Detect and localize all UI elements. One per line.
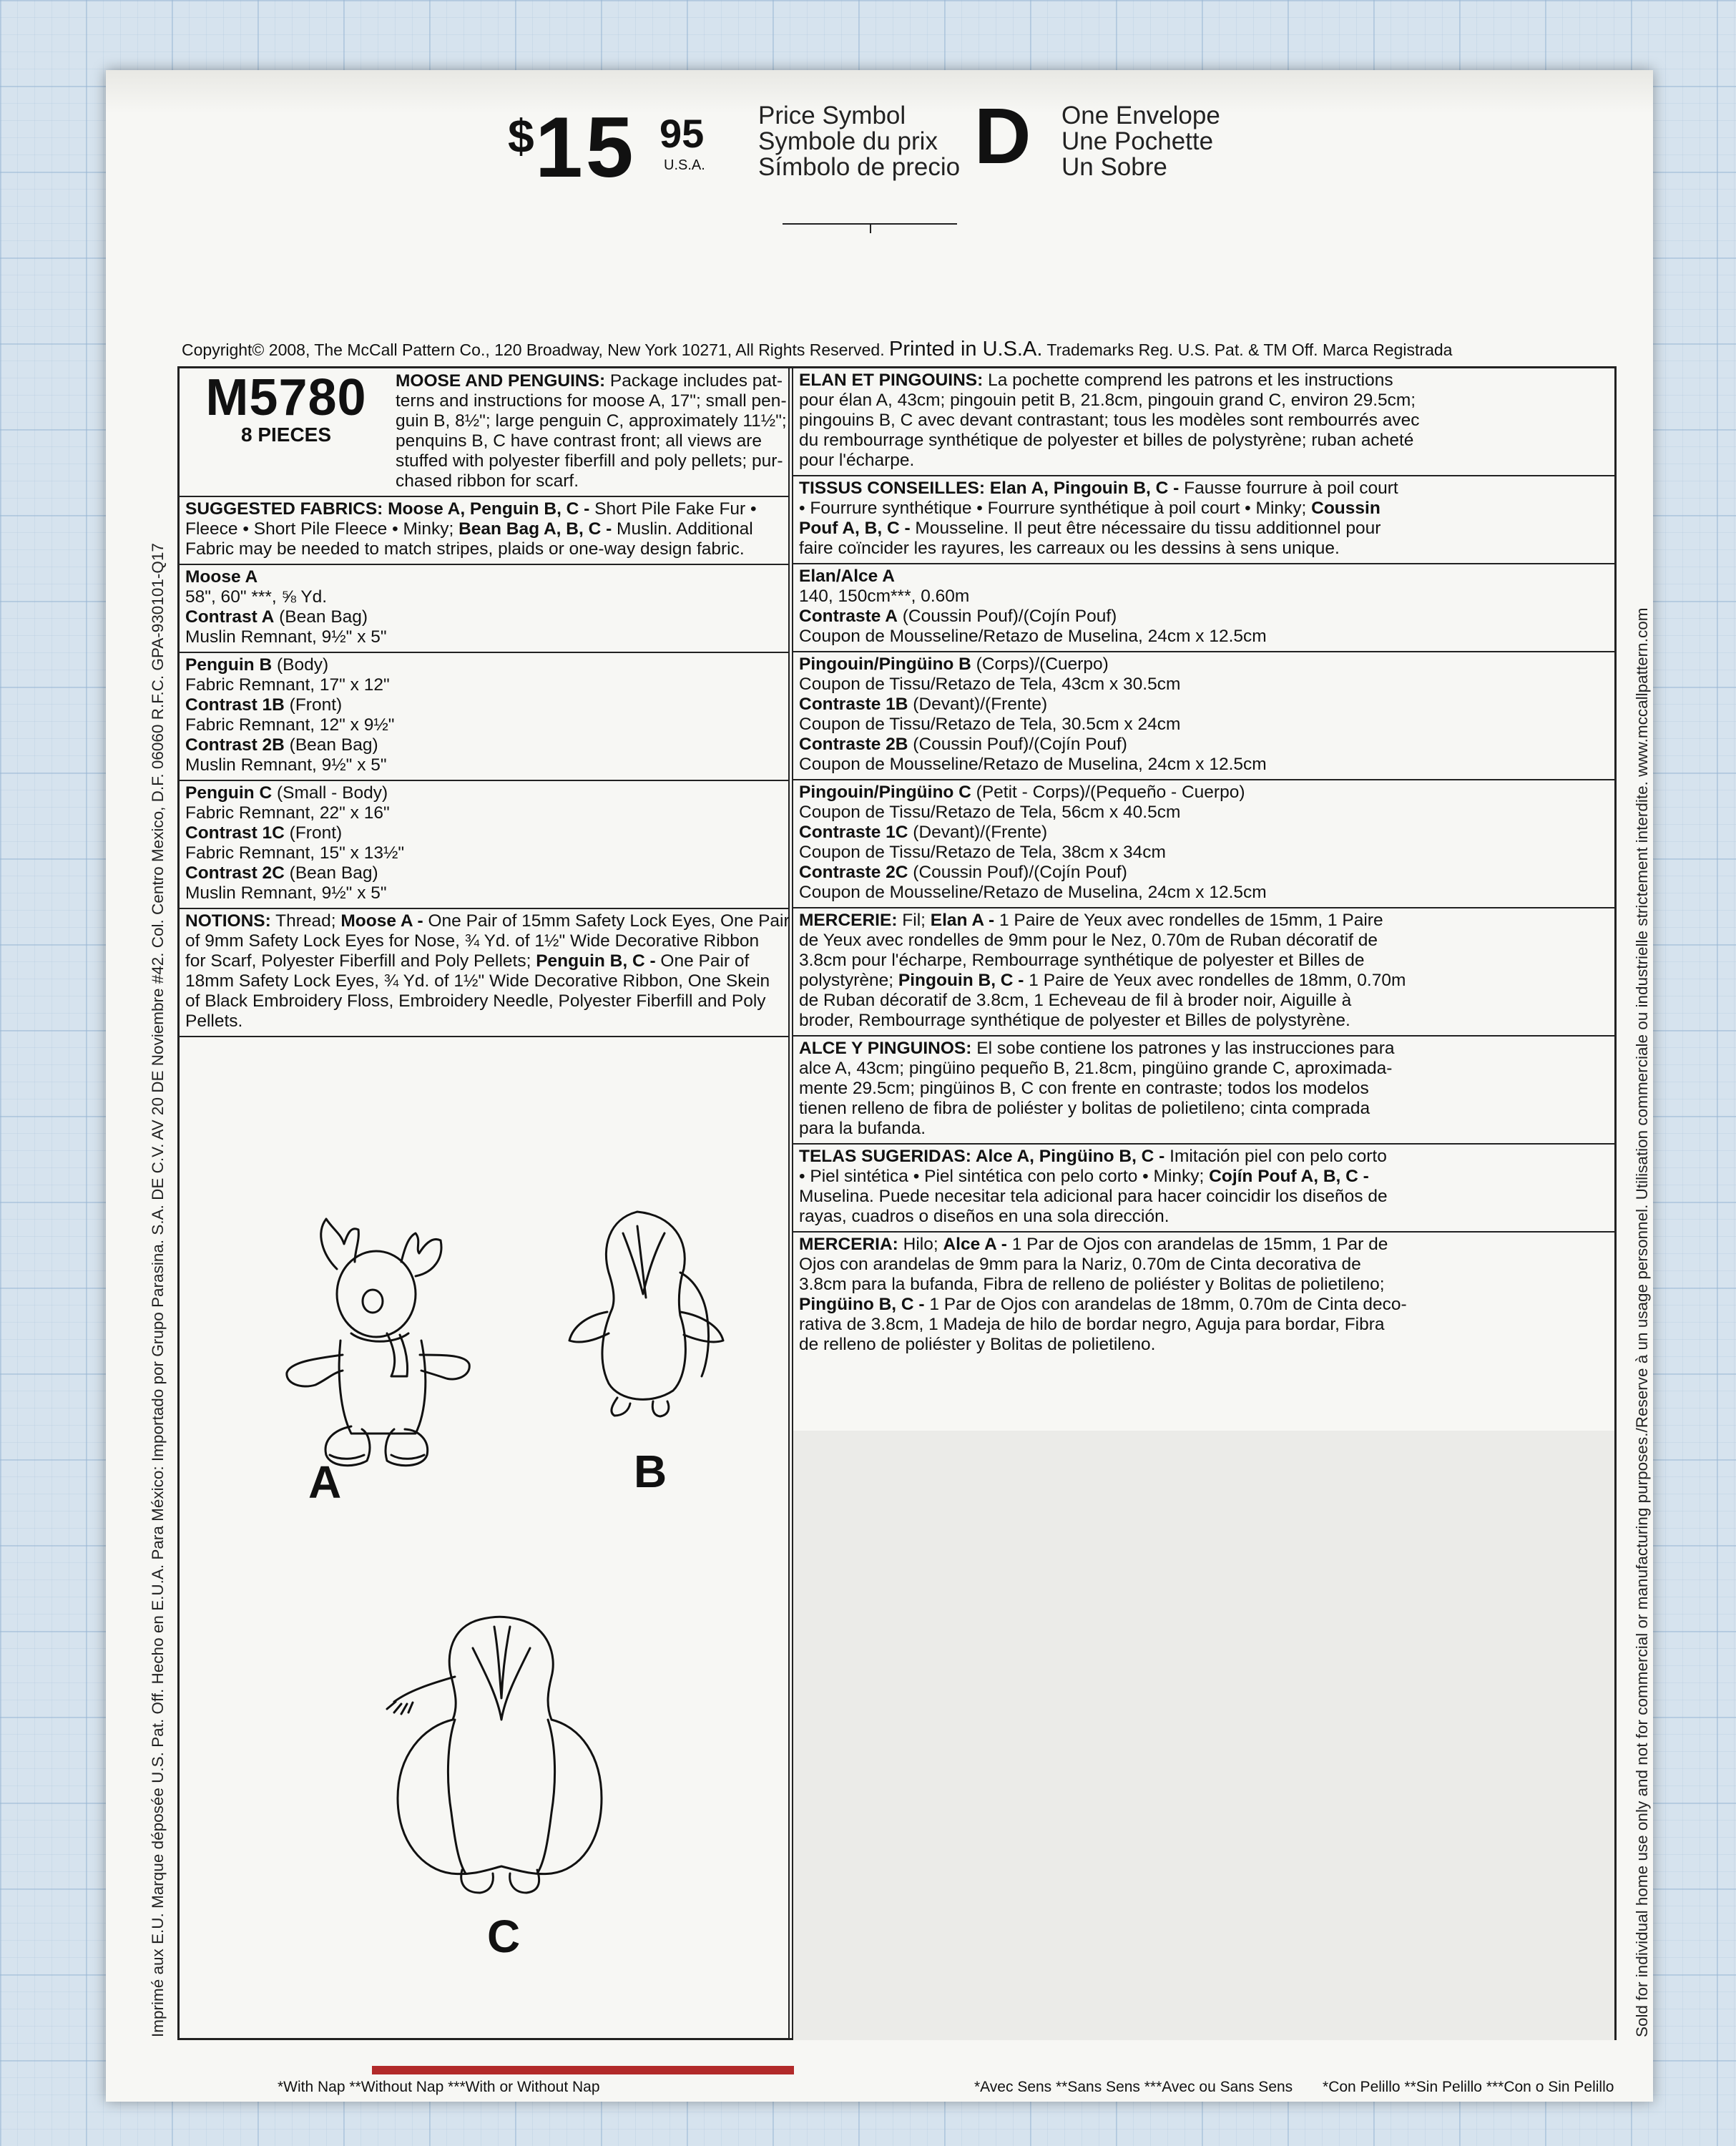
yardage-text: 58", 60" ***, ⅝ Yd. [185,587,328,607]
price-symbol-en: Price Symbol [758,102,906,129]
es-notions-line: 1 Par de Ojos con arandelas de 18mm, 0.70m de Cinta deco- [924,1295,1407,1314]
yardage-text: (Coussin Pouf)/(Cojín Pouf) [908,735,1127,754]
notions-penguin: Penguin B, C - [536,951,656,971]
fold-mark-tick [870,223,871,233]
yardage-text: (Coussin Pouf)/(Cojín Pouf) [897,607,1117,626]
yardage-text: 140, 150cm***, 0.60m [799,587,970,606]
side-legal-text-left: Imprimé aux E.U. Marque déposée U.S. Pat. Off. Hecho en E.U.A. Para México: Importado por Grupo Parasina. S.A. DE C.V. AV 20 DE Noviembre #42. Col. Centro Mexico, D.F. 06060 R.F.C. GPA-930101-Q17 [149,543,167,2037]
yardage-label: Contraste A [799,607,898,626]
envelope-es: Un Sobre [1061,153,1167,181]
notions-line: One Pair of [655,951,750,971]
desc-title: MOOSE AND PENGUINS: [396,371,606,391]
fr-fabrics-pouf: Pouf A, B, C - [799,519,911,538]
yardage-text: Coupon de Mousseline/Retazo de Muselina, 24cm x 12.5cm [799,755,1267,774]
envelope-labels [1061,103,1220,180]
yardage-label: Moose A [185,567,258,587]
es-notions-title: MERCERIA: [799,1235,898,1254]
fabrics-line: Muslin. Additional [612,519,753,539]
fr-desc-line: La pochette comprend les patrons et les instructions [983,371,1393,390]
notions-title: NOTIONS: [185,911,271,931]
es-fabrics-title: TELAS SUGERIDAS: Alce A, Pingüino B, C - [799,1147,1165,1166]
pattern-header [180,368,788,497]
yardage-label: Elan/Alce A [799,567,895,586]
fr-desc-line: pour l'écharpe. [799,451,915,470]
yardage-pingouin-c [793,780,1614,908]
fabrics-line: Short Pile Fake Fur • [589,499,757,519]
yardage-text: (Front) [284,823,343,843]
fabrics-title: SUGGESTED FABRICS: Moose A, Penguin B, C - [185,499,590,519]
fr-desc-line: pingouins B, C avec devant contrastant; tous les modèles sont rembourrés avec [799,411,1420,430]
envelope-en: One Envelope [1061,102,1220,129]
view-c-label: C [487,1911,521,1962]
trademarks-text: Trademarks Reg. U.S. Pat. & TM Off. Marca Registrada [1046,340,1453,359]
copyright-line [182,338,1576,361]
es-desc-line: El sobe contiene los patrones y las instrucciones para [971,1039,1395,1058]
footnote-english: *With Nap **Without Nap ***With or Without Nap [278,2079,600,2095]
french-spanish-column [793,368,1614,1359]
pattern-pieces: 8 PIECES [240,423,332,446]
desc-line: penquins B, C have contrast front; all views are [396,431,762,451]
yardage-label: Contraste 1C [799,823,908,842]
fr-fabrics-line: • Fourrure synthétique • Fourrure synthétique à poil court • Minky; [799,499,1312,518]
yardage-text: Coupon de Tissu/Retazo de Tela, 38cm x 34cm [799,843,1166,862]
yardage-text: (Devant)/(Frente) [908,823,1048,842]
yardage-text: (Petit - Corps)/(Pequeño - Cuerpo) [971,783,1245,802]
yardage-text: (Bean Bag) [274,607,368,627]
notions-line: of Black Embroidery Floss, Embroidery Needle, Polyester Fiberfill and Poly [185,991,766,1011]
yardage-text: Fabric Remnant, 17" x 12" [185,675,390,695]
notions-line: of 9mm Safety Lock Eyes for Nose, ¾ Yd. of 1½" Wide Decorative Ribbon [185,931,760,951]
fr-notions-line: Fil; [897,911,931,930]
french-notions [793,908,1614,1037]
penguin-b-drawing [569,1212,723,1416]
es-fabrics-line: • Piel sintética • Piel sintética con pelo corto • Minky; [799,1167,1210,1186]
spanish-description [793,1037,1614,1145]
yardage-penguin-c [180,781,788,909]
printed-in: Printed in U.S.A. [889,338,1043,361]
footnote-spanish: *Con Pelillo **Sin Pelillo ***Con o Sin Pelillo [1323,2079,1614,2095]
column-divider [788,366,793,2040]
yardage-elan-a [793,564,1614,652]
notions-line: for Scarf, Polyester Fiberfill and Poly Pellets; [185,951,536,971]
fabrics-beanbag: Bean Bag A, B, C - [458,519,612,539]
fr-notions-line: de Ruban décoratif de 3.8cm, 1 Echeveau de fil à broder noir, Aiguille à [799,991,1352,1010]
english-description [388,371,787,491]
envelope-edge-stripe [372,2066,794,2074]
price-currency: U.S.A. [664,157,705,173]
fr-notions-line: de Yeux avec rondelles de 9mm pour le Nez, 0.70m de Ruban décoratif de [799,931,1378,950]
price-amount: 15 [535,99,637,195]
fr-notions-line: broder, Rembourrage synthétique de polyester et Billes de polystyrène. [799,1011,1350,1030]
blank-panel [793,1431,1614,2040]
es-notions-bold: Alce A - [943,1235,1007,1254]
fr-desc-line: pour élan A, 43cm; pingouin petit B, 21.8cm, pingouin grand C, environ 29.5cm; [799,391,1416,410]
yardage-text: Coupon de Tissu/Retazo de Tela, 56cm x 40.5cm [799,803,1181,822]
fr-notions-line: polystyrène; [799,971,898,990]
yardage-label: Contrast A [185,607,275,627]
es-desc-line: tienen relleno de fibra de poliéster y bolitas de polietileno; cinta comprada [799,1099,1370,1118]
fabrics-line: Fleece • Short Pile Fleece • Minky; [185,519,459,539]
yardage-text: Muslin Remnant, 9½" x 5" [185,883,387,903]
fabrics-line: Fabric may be needed to match stripes, plaids or one-way design fabric. [185,539,745,559]
notions-moose: Moose A - [340,911,423,931]
es-notions-bold: Pingüino B, C - [799,1295,925,1314]
french-description [793,368,1614,476]
es-desc-title: ALCE Y PINGUINOS: [799,1039,972,1058]
es-fabrics-line: rayas, cuadros o diseños en una sola dirección. [799,1207,1169,1226]
fr-desc-title: ELAN ET PINGOUINS: [799,371,984,390]
es-fabrics-line: Imitación piel con pelo corto [1164,1147,1387,1166]
fr-notions-bold: Pingouin B, C - [898,971,1024,990]
yardage-text: Fabric Remnant, 12" x 9½" [185,715,395,735]
yardage-penguin-b [180,653,788,781]
yardage-text: (Bean Bag) [284,863,378,883]
view-illustrations [180,1126,788,2040]
price-block [508,100,722,193]
desc-line: stuffed with polyester fiberfill and poly pellets; pur- [396,451,783,471]
pattern-code: M5780 [205,369,367,426]
fr-fabrics-line: Fausse fourrure à poil court [1179,479,1398,498]
es-notions-line: 3.8cm para la bufanda, Fibra de relleno de poliéster y Bolitas de polietileno; [799,1275,1385,1294]
spanish-notions [793,1233,1614,1359]
notions [180,909,788,1037]
fr-notions-line: 3.8cm pour l'écharpe, Rembourrage synthétique de polyester et Billes de [799,951,1365,970]
es-desc-line: mente 29.5cm; pingüinos B, C con frente en contraste; todos los modelos [799,1079,1369,1098]
yardage-text: Fabric Remnant, 22" x 16" [185,803,390,823]
yardage-label: Penguin C [185,783,273,803]
es-notions-line: Ojos con arandelas de 9mm para la Nariz, 0.70m de Cinta decorativa de [799,1255,1361,1274]
yardage-moose-a [180,565,788,653]
yardage-label: Contrast 2B [185,735,285,755]
yardage-label: Pingouin/Pingüino B [799,655,971,674]
es-notions-line: de relleno de poliéster y Bolitas de polietileno. [799,1335,1156,1354]
desc-line: chased ribbon for scarf. [396,471,579,491]
price-letter: D [974,92,1031,180]
view-a-label: A [308,1456,342,1508]
notions-line: One Pair of 15mm Safety Lock Eyes, One Pair [423,911,790,931]
yardage-label: Contrast 1B [185,695,285,715]
es-notions-line: 1 Par de Ojos con arandelas de 15mm, 1 Par de [1006,1235,1388,1254]
price-dollar-sign: $ [508,109,534,162]
es-desc-line: para la bufanda. [799,1119,926,1138]
penguin-c-drawing [387,1617,602,1893]
view-b-label: B [634,1446,667,1497]
fr-fabrics-line: faire coïncider les rayures, les carreaux ou les dessins à sens unique. [799,539,1340,558]
spanish-fabrics [793,1145,1614,1233]
yardage-text: (Coussin Pouf)/(Cojín Pouf) [908,863,1127,882]
french-fabrics [793,476,1614,564]
yardage-text: Coupon de Tissu/Retazo de Tela, 30.5cm x 24cm [799,715,1181,734]
desc-line: guin B, 8½"; large penguin C, approximately 11½"; [396,411,787,431]
notions-line: Pellets. [185,1011,243,1031]
suggested-fabrics [180,497,788,565]
fr-fabrics-title: TISSUS CONSEILLES: Elan A, Pingouin B, C - [799,479,1180,498]
es-fabrics-cojin: Cojín Pouf A, B, C - [1209,1167,1369,1186]
es-desc-line: alce A, 43cm; pingüino pequeño B, 21.8cm, pingüino grande C, aproximada- [799,1059,1393,1078]
yardage-text: Muslin Remnant, 9½" x 5" [185,755,387,775]
yardage-label: Contraste 1B [799,695,908,714]
fr-notions-bold: Elan A - [930,911,995,930]
fr-notions-line: 1 Paire de Yeux avec rondelles de 15mm, 1 Paire [994,911,1383,930]
yardage-text: (Bean Bag) [284,735,378,755]
yardage-label: Pingouin/Pingüino C [799,783,971,802]
yardage-label: Penguin B [185,655,273,675]
fr-fabrics-coussin: Coussin [1311,499,1381,518]
price-symbol-es: Símbolo de precio [758,153,961,181]
yardage-label: Contrast 2C [185,863,285,883]
notions-line: Thread; [270,911,341,931]
yardage-text: (Front) [284,695,343,715]
side-legal-text-right: Sold for individual home use only and not for commercial or manufacturing purposes./Reserve à un usage personnel. Utilisation commerciale ou industrielle strictement interdite. www.mccallpattern.com [1633,607,1651,2037]
es-notions-line: Hilo; [898,1235,943,1254]
english-column [180,368,788,1037]
es-fabrics-line: Muselina. Puede necesitar tela adicional para hacer coincidir los diseños de [799,1187,1388,1206]
pattern-envelope-back [106,70,1653,2102]
yardage-label: Contraste 2C [799,863,908,882]
yardage-label: Contraste 2B [799,735,908,754]
yardage-text: Fabric Remnant, 15" x 13½" [185,843,405,863]
footnote-fr-es [974,2079,1639,2096]
yardage-text: Coupon de Tissu/Retazo de Tela, 43cm x 30.5cm [799,675,1181,694]
illustrations-svg [180,1126,788,2040]
notions-line: 18mm Safety Lock Eyes, ¾ Yd. of 1½" Wide Decorative Ribbon, One Skein [185,971,770,991]
fr-fabrics-line: Mousseline. Il peut être nécessaire du tissu additionnel pour [910,519,1381,538]
price-symbol-labels [758,103,960,180]
yardage-text: Coupon de Mousseline/Retazo de Muselina, 24cm x 12.5cm [799,627,1267,646]
yardage-pingouin-b [793,652,1614,780]
fr-notions-line: 1 Paire de Yeux avec rondelles de 18mm, 0.70m [1024,971,1406,990]
envelope-fr: Une Pochette [1061,127,1214,155]
price-symbol-fr: Symbole du prix [758,127,938,155]
fr-notions-title: MERCERIE: [799,911,898,930]
desc-line: Package includes pat- [605,371,783,391]
moose-drawing [287,1219,469,1466]
fr-desc-line: du rembourrage synthétique de polyester et billes de polystyrène; ruban acheté [799,431,1414,450]
es-notions-line: rativa de 3.8cm, 1 Madeja de hilo de bordar negro, Aguja para bordar, Fibra [799,1315,1385,1334]
yardage-label: Contrast 1C [185,823,285,843]
yardage-text: (Devant)/(Frente) [908,695,1048,714]
yardage-text: Muslin Remnant, 9½" x 5" [185,627,387,647]
yardage-text: (Body) [272,655,329,675]
yardage-text: Coupon de Mousseline/Retazo de Muselina, 24cm x 12.5cm [799,883,1267,902]
copyright-text: Copyright© 2008, The McCall Pattern Co., 120 Broadway, New York 10271, All Rights Reserved. [182,340,885,359]
pattern-code-box [184,371,388,491]
footnote-french: *Avec Sens **Sans Sens ***Avec ou Sans Sens [974,2079,1293,2095]
yardage-text: (Corps)/(Cuerpo) [971,655,1109,674]
price-cents: 95 [659,111,705,156]
yardage-text: (Small - Body) [272,783,388,803]
desc-line: terns and instructions for moose A, 17"; small pen- [396,391,787,411]
